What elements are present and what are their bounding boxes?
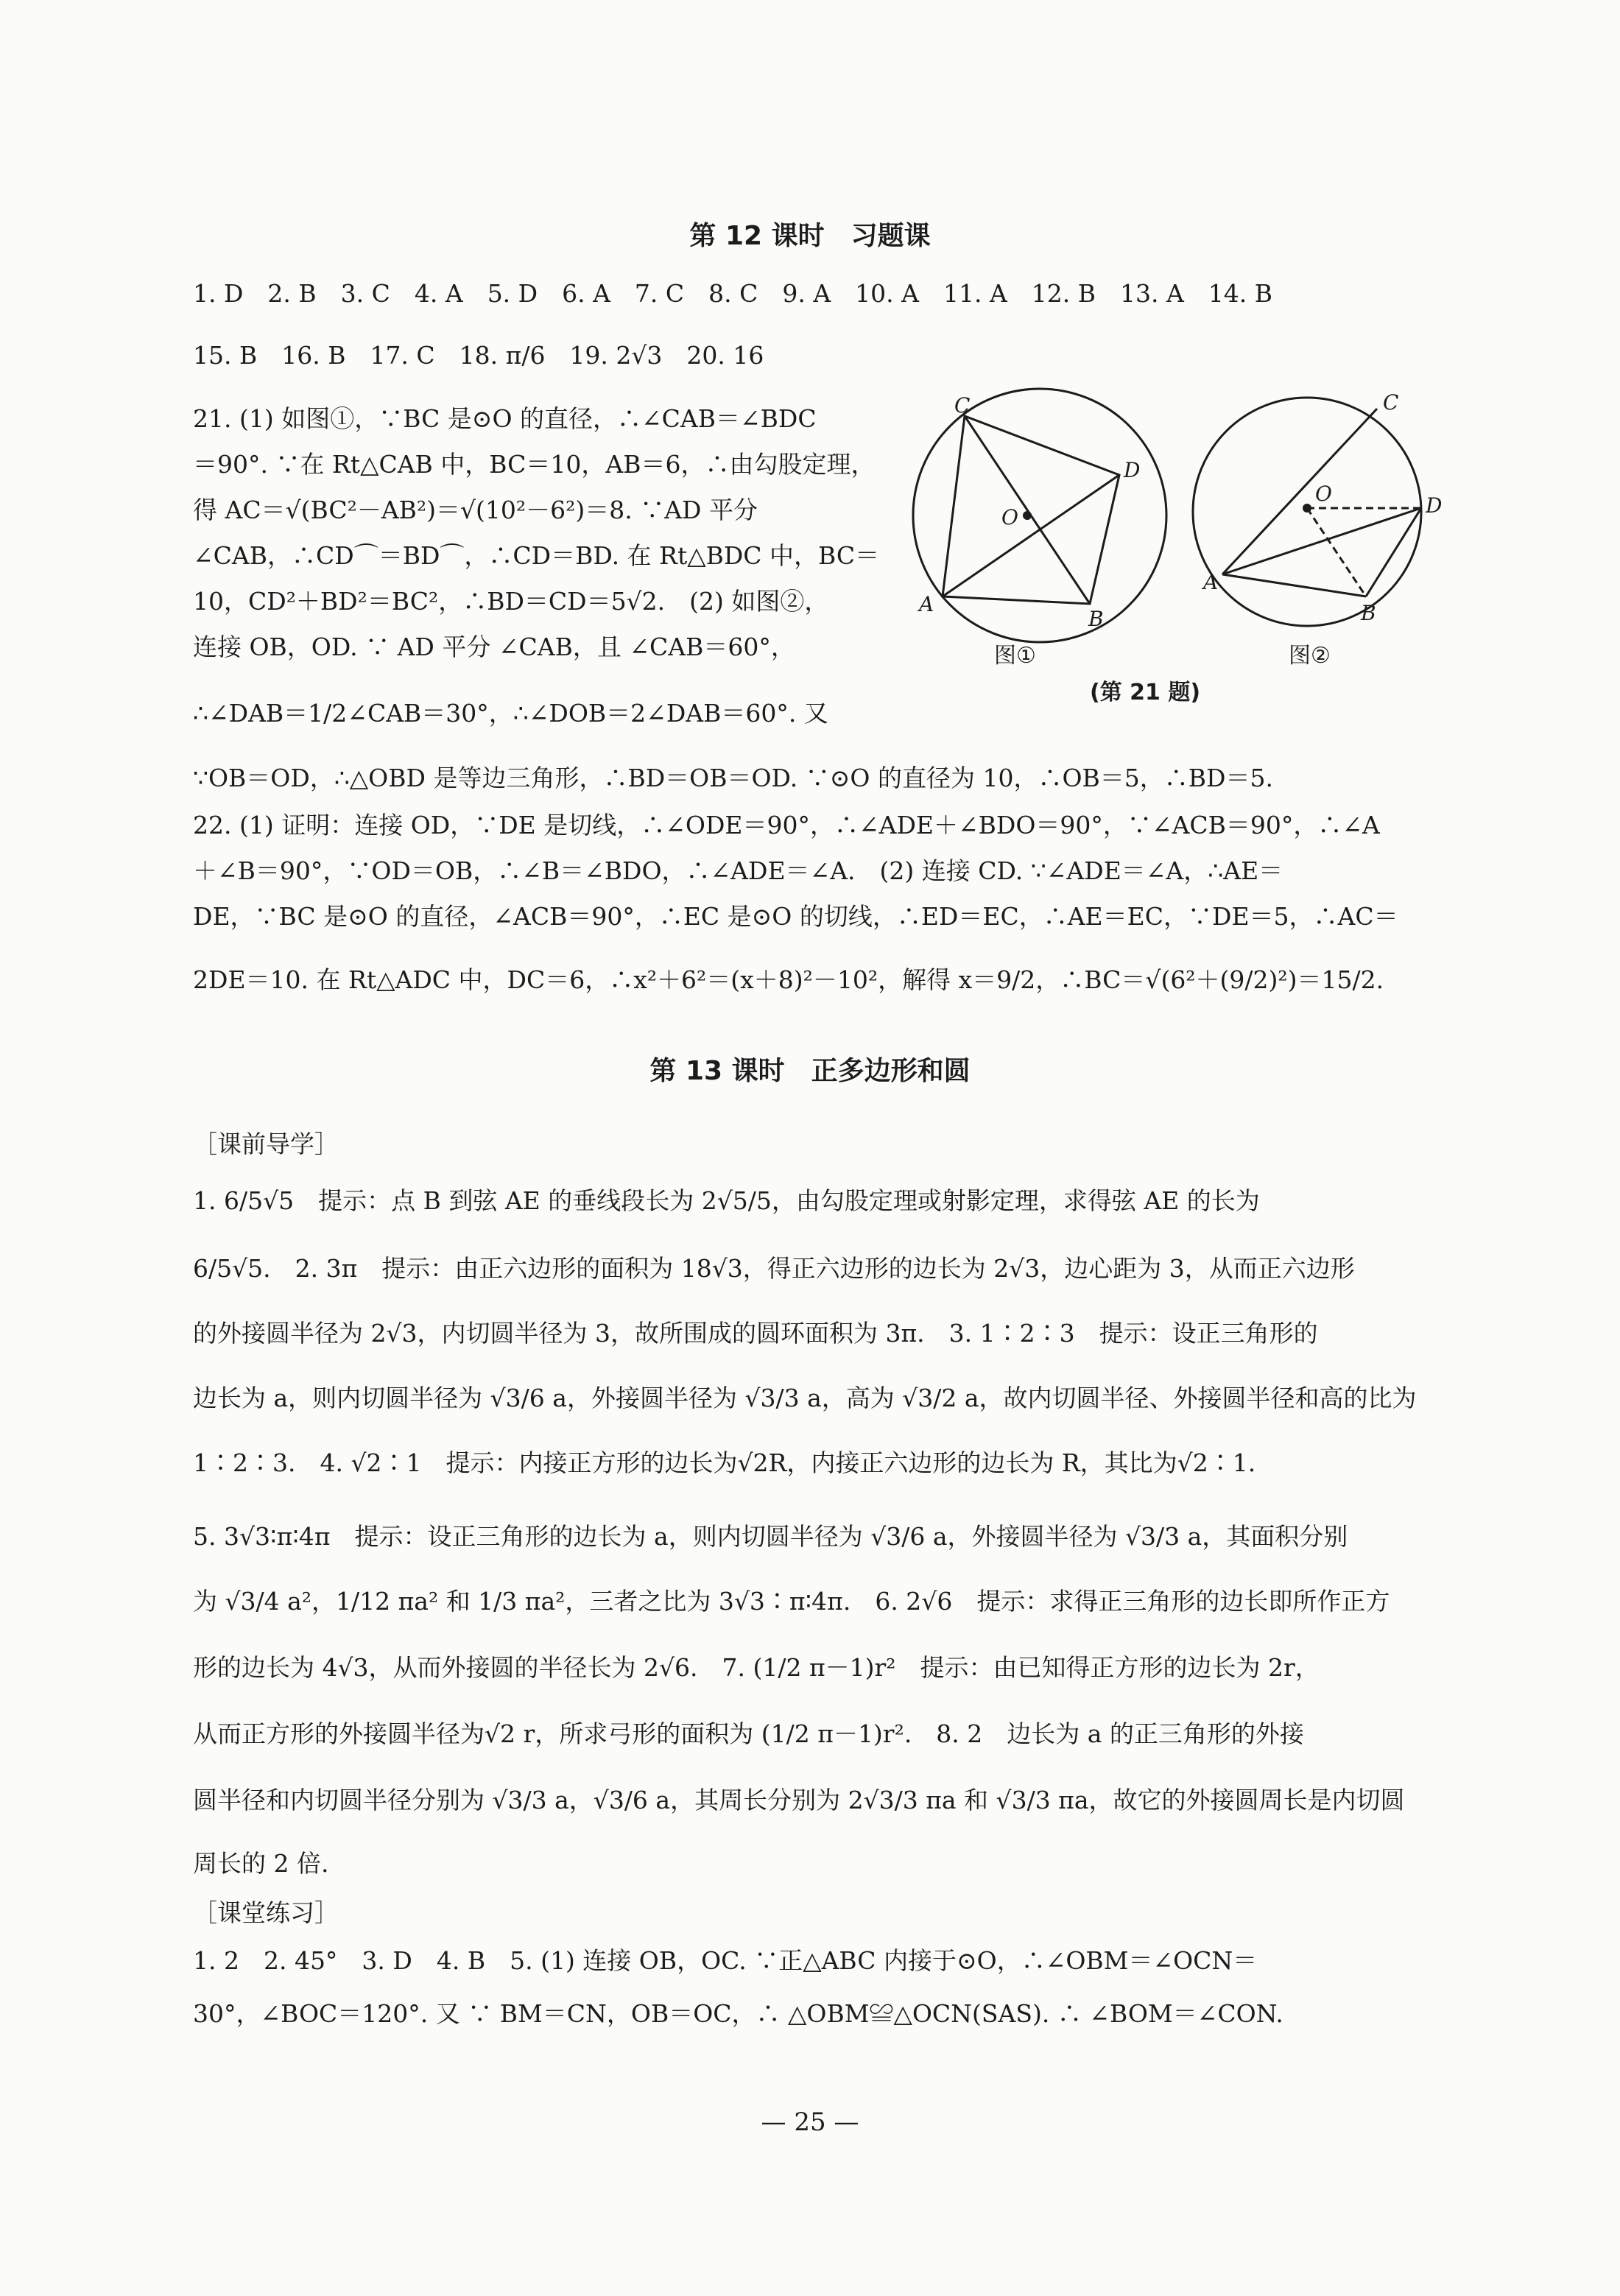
- q21-line: 连接 OB，OD. ∵ AD 平分 ∠CAB，且 ∠CAB＝60°，: [193, 633, 795, 661]
- fig2-chord-ab: [1222, 574, 1366, 596]
- preview-line: 1∶2∶3. 4. √2∶1 提示：内接正方形的边长为√2R，内接正六边形的边长为 R，其比为√2∶1.: [193, 1448, 1256, 1477]
- lesson13-title: 第 13 课时 正多边形和圆: [649, 1056, 971, 1086]
- q22-line: DE，∵BC 是⊙O 的直径，∠ACB＝90°，∴EC 是⊙O 的切线，∴ED＝EC，∴AE＝EC，∵DE＝5，∴AC＝: [193, 902, 1398, 931]
- preview-line: 从而正方形的外接圆半径为√2 r，所求弓形的面积为 (1/2 π－1)r². 8. 2 边长为 a 的正三角形的外接: [193, 1719, 1304, 1748]
- fig2-center-dot: [1303, 504, 1311, 513]
- lesson12-title: 第 12 课时 习题课: [689, 221, 931, 251]
- q21-line: 21. (1) 如图①，∵BC 是⊙O 的直径，∴∠CAB＝∠BDC: [193, 404, 817, 433]
- fig2-label-d: D: [1426, 493, 1443, 518]
- q21-line: ＝90°. ∵在 Rt△CAB 中，BC＝10，AB＝6，∴由勾股定理，: [193, 450, 876, 479]
- fig1-chord-ad: [943, 475, 1119, 596]
- practice-line: 30°，∠BOC＝120°. 又 ∵ BM＝CN，OB＝OC，∴ △OBM≌△OCN(SAS). ∴ ∠BOM＝∠CON.: [193, 1999, 1283, 2028]
- q22-line: 22. (1) 证明：连接 OD，∵DE 是切线，∴∠ODE＝90°，∴∠ADE＋∠BDO＝90°，∵∠ACB＝90°，∴∠A: [193, 811, 1380, 839]
- fig2-label-o: O: [1315, 482, 1332, 506]
- figure-1: [913, 389, 1166, 642]
- preview-line: 6/5√5. 2. 3π 提示：由正六边形的面积为 18√3，得正六边形的边长为 2√3，边心距为 3，从而正六边形: [193, 1254, 1355, 1283]
- preview-line: 周长的 2 倍.: [193, 1849, 329, 1878]
- q21-line: ∠CAB，∴CD⌒＝BD⌒，∴CD＝BD. 在 Rt△BDC 中，BC＝: [193, 541, 880, 570]
- preview-label: ［课前导学］: [193, 1130, 339, 1158]
- q22-line: ＋∠B＝90°，∵OD＝OB，∴∠B＝∠BDO，∴∠ADE＝∠A. (2) 连接 CD. ∵∠ADE＝∠A，∴AE＝: [193, 856, 1283, 885]
- practice-label: ［课堂练习］: [193, 1898, 339, 1927]
- fig2-radius-ob: [1307, 508, 1366, 596]
- answers-line-1: 1. D 2. B 3. C 4. A 5. D 6. A 7. C 8. C 9. A 10. A 11. A 12. B 13. A 14. B: [193, 279, 1273, 308]
- preview-line: 圆半径和内切圆半径分别为 √3/3 a，√3/6 a，其周长分别为 2√3/3 πa 和 √3/3 πa，故它的外接圆周长是内切圆: [193, 1786, 1405, 1814]
- fig2-label-c: C: [1383, 390, 1399, 415]
- fig2-label-b: B: [1361, 601, 1376, 625]
- preview-line: 1. 6/5√5 提示：点 B 到弦 AE 的垂线段长为 2√5/5，由勾股定理或射影定理，求得弦 AE 的长为: [193, 1186, 1260, 1215]
- fig2-label-a: A: [1203, 570, 1219, 594]
- preview-line: 5. 3√3∶π∶4π 提示：设正三角形的边长为 a，则内切圆半径为 √3/6 a，外接圆半径为 √3/3 a，其面积分别: [193, 1522, 1348, 1551]
- practice-line: 1. 2 2. 45° 3. D 4. B 5. (1) 连接 OB，OC. ∵正△ABC 内接于⊙O，∴∠OBM＝∠OCN＝: [193, 1946, 1258, 1975]
- answers-line-2: 15. B 16. B 17. C 18. π/6 19. 2√3 20. 16: [193, 341, 764, 370]
- q21-line: 得 AC＝√(BC²－AB²)＝√(10²－6²)＝8. ∵AD 平分: [193, 496, 758, 524]
- q21-line: 10，CD²＋BD²＝BC²，∴BD＝CD＝5√2. (2) 如图②，: [193, 587, 829, 616]
- q21-figures: [906, 390, 1443, 729]
- fig1-circle: [913, 389, 1166, 642]
- fig1-label-c: C: [954, 393, 971, 418]
- fig1-label-o: O: [1001, 505, 1018, 529]
- fig1-diameter-cb: [965, 416, 1090, 604]
- preview-line: 的外接圆半径为 2√3，内切圆半径为 3，故所围成的圆环面积为 3π. 3. 1∶2∶3 提示：设正三角形的: [193, 1319, 1318, 1348]
- fig1-center-dot: [1023, 511, 1032, 520]
- q21-line: ∴∠DAB＝1/2∠CAB＝30°，∴∠DOB＝2∠DAB＝60°. 又: [193, 699, 828, 728]
- fig1-quadrilateral: [943, 416, 1119, 604]
- page-number: — 25 —: [761, 2107, 859, 2137]
- fig1-label-d: D: [1124, 458, 1141, 482]
- figures-caption: (第 21 题): [1090, 680, 1201, 705]
- fig1-label-b: B: [1088, 607, 1104, 631]
- preview-line: 为 √3/4 a²，1/12 πa² 和 1/3 πa²，三者之比为 3√3∶π∶4π. 6. 2√6 提示：求得正三角形的边长即所作正方: [193, 1587, 1390, 1616]
- q22-line: 2DE＝10. 在 Rt△ADC 中，DC＝6，∴x²＋6²＝(x＋8)²－10²，解得 x＝9/2，∴BC＝√(6²＋(9/2)²)＝15/2.: [193, 965, 1384, 994]
- q21-line: ∵OB＝OD，∴△OBD 是等边三角形，∴BD＝OB＝OD. ∵⊙O 的直径为 10，∴OB＝5，∴BD＝5.: [193, 764, 1273, 792]
- fig2-caption: 图②: [1289, 643, 1331, 669]
- preview-line: 边长为 a，则内切圆半径为 √3/6 a，外接圆半径为 √3/3 a，高为 √3/2 a，故内切圆半径、外接圆半径和高的比为: [193, 1384, 1417, 1412]
- preview-line: 形的边长为 4√3，从而外接圆的半径长为 2√6. 7. (1/2 π－1)r² 提示：由已知得正方形的边长为 2r，: [193, 1653, 1320, 1682]
- fig1-caption: 图①: [994, 643, 1036, 669]
- fig1-label-a: A: [919, 592, 934, 616]
